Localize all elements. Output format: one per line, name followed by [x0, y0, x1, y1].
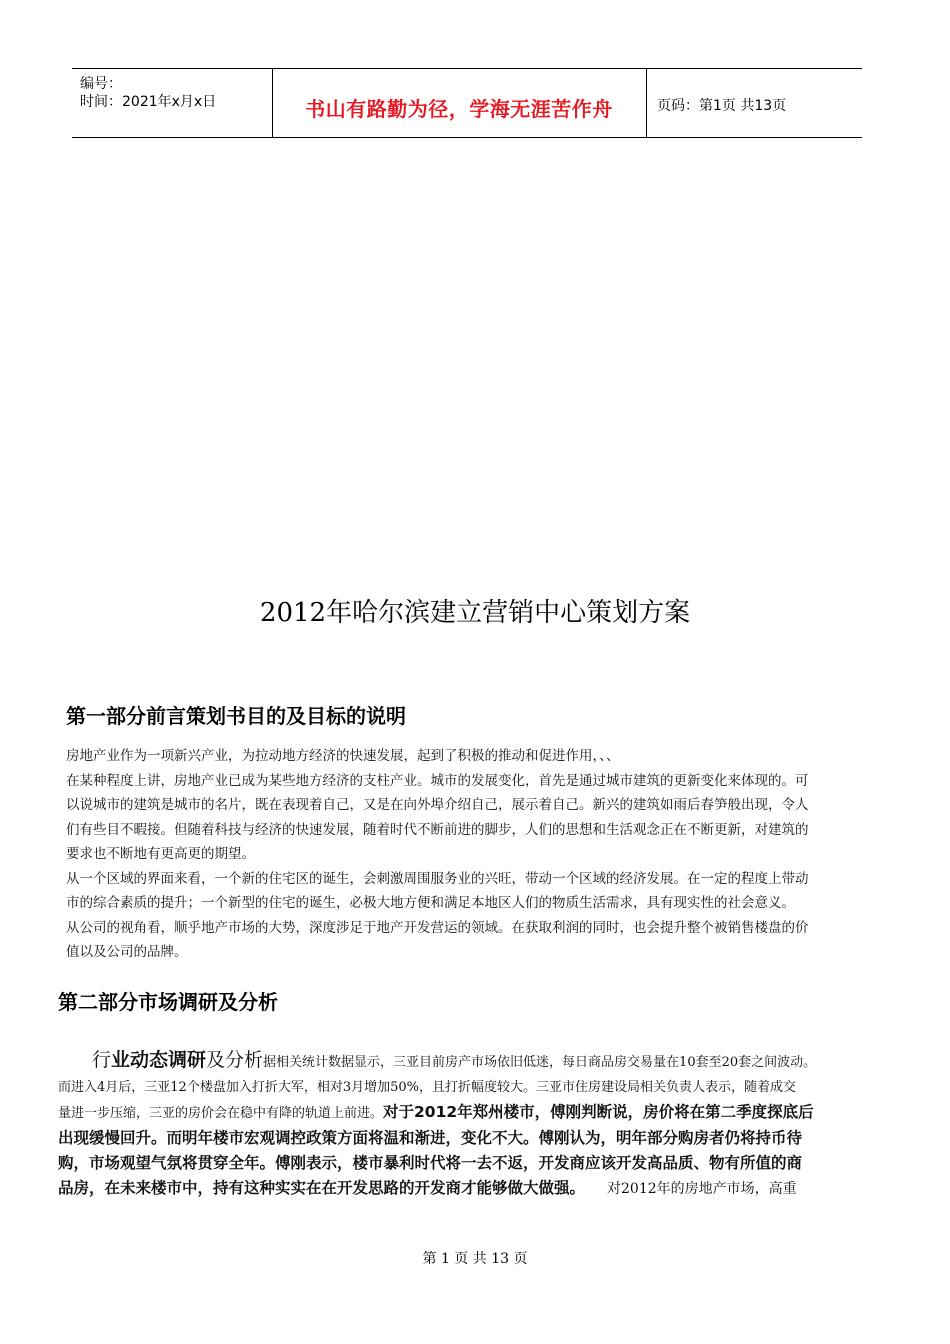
time-label: 时间：2021年x月x日 — [80, 94, 217, 110]
section1-line: 值以及公司的品牌。 — [66, 944, 188, 960]
lead-bold: 业动态调研 — [111, 1049, 207, 1071]
header-motto-cell — [272, 69, 647, 137]
line3-bold: 对于2012年郑州楼市，傅刚判断说，房价将在第二季度探底后 — [383, 1103, 814, 1121]
section1-line: 们有些目不暇接。但随着科技与经济的快速发展，随着时代不断前进的脚步，人们的思想和生活观念正在不断更新，对建筑的 — [66, 821, 809, 838]
section1-paragraph — [66, 744, 866, 965]
line3-plain: 量进一步压缩，三亚的房价会在稳中有降的轨道上前进。 — [58, 1106, 384, 1121]
header-meta-cell — [72, 69, 273, 137]
lead-suffix: 及分析 — [206, 1049, 264, 1071]
section1-line: 要求也不断地有更高更的期望。 — [66, 846, 255, 862]
section1-line: 市的综合素质的提升；一个新型的住宅的诞生，必极大地方便和满足本地区人们的物质生活需求，具有现实性的社会意义。 — [66, 895, 795, 911]
document-title: 2012年哈尔滨建立营销中心策划方案 — [259, 598, 691, 628]
section1-line: 房地产业作为一项新兴产业，为拉动地方经济的快速发展，起到了积极的推动和促进作用，、、 — [66, 748, 620, 764]
section2-paragraph — [58, 1048, 888, 1202]
page-footer: 第 1 页 共 13 页 — [422, 1251, 528, 1267]
section1-line: 从一个区域的界面来看，一个新的住宅区的诞生，会刺激周围服务业的兴旺，带动一个区域的经济发展。在一定的程度上带动 — [66, 870, 809, 887]
section1-heading: 第一部分前言策划书目的及目标的说明 — [66, 704, 406, 728]
section2-line — [58, 1048, 888, 1075]
number-label: 编号： — [80, 76, 122, 92]
header-motto: 书山有路勤为径，学海无涯苦作舟 — [305, 97, 613, 121]
section1-line: 以说城市的建筑是城市的名片，既在表现着自己，又是在向外埠介绍自己，展示着自己。新兴的建筑如雨后春笋般出现，令人 — [66, 797, 809, 813]
header-page-label: 页码：第1页 共13页 — [657, 98, 787, 114]
section2-line: 购，市场观望气氛将贯穿全年。傅刚表示，楼市暴利时代将一去不返，开发商应该开发高品质、物有所值的商 — [58, 1154, 803, 1172]
section2-line — [58, 1100, 888, 1126]
lead-prefix: 行 — [92, 1049, 112, 1071]
section2-line: 出现缓慢回升。而明年楼市宏观调控政策方面将温和渐进，变化不大。傅刚认为，明年部分购房者仍将持币待 — [58, 1129, 803, 1147]
section2-line: 而进入4月后，三亚12个楼盘加入打折大军，相对3月增加50%，且打折幅度较大。三亚市住房建设局相关负责人表示，随着成交 — [58, 1080, 796, 1095]
line1-rest: 据相关统计数据显示，三亚目前房产市场依旧低迷，每日商品房交易量在10套至20套之间波动。 — [263, 1055, 817, 1070]
lead-phrase — [92, 1049, 263, 1071]
section2-line — [58, 1176, 888, 1202]
section1-line: 在某种程度上讲，房地产业已成为某些地方经济的支柱产业。城市的发展变化，首先是通过城市建筑的更新变化来体现的。可 — [66, 772, 809, 789]
header-page-cell — [647, 69, 862, 137]
section2-heading: 第二部分市场调研及分析 — [58, 990, 278, 1014]
line6-plain: 对2012年的房地产市场，高重 — [607, 1181, 797, 1197]
line6-bold: 品房，在未来楼市中，持有这种实实在在开发思路的开发商才能够做大做强。 — [58, 1179, 586, 1197]
section1-line: 从公司的视角看，顺乎地产市场的大势，深度涉足于地产开发营运的领域。在获取利润的同时，也会提升整个被销售楼盘的价 — [66, 919, 809, 936]
page-header — [72, 68, 862, 138]
